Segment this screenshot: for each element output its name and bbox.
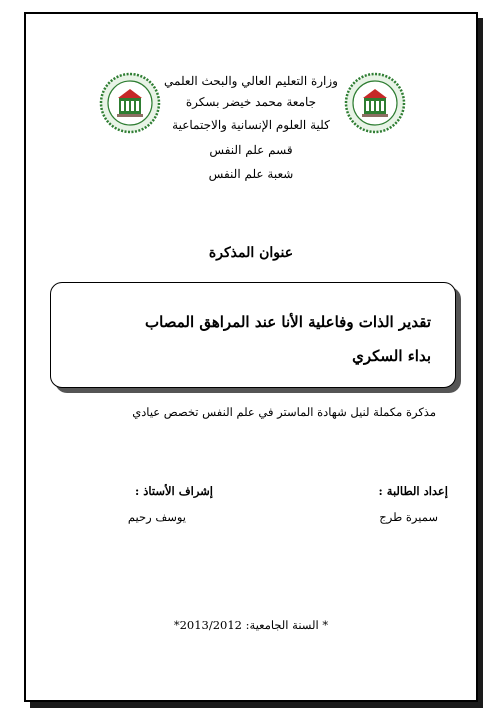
faculty-name: كلية العلوم الإنسانية والاجتماعية bbox=[172, 118, 330, 132]
student-label: إعداد الطالبة : bbox=[378, 484, 448, 498]
department-name: قسم علم النفس bbox=[209, 143, 293, 157]
academic-year: *السنة الجامعية: 2013/2012 * bbox=[173, 618, 329, 632]
supervisor-label: إشراف الأستاذ : bbox=[134, 484, 213, 498]
thesis-title-box bbox=[50, 282, 456, 388]
thesis-title-label: عنوان المذكرة bbox=[208, 245, 294, 261]
student-name: سميرة طرج bbox=[379, 510, 438, 524]
university-name: جامعة محمد خيضر بسكرة bbox=[185, 95, 317, 109]
page-shadow-bottom bbox=[30, 702, 483, 708]
document-page bbox=[24, 12, 478, 702]
thesis-title-line-2: بداء السكري bbox=[352, 347, 431, 365]
branch-name: شعبة علم النفس bbox=[208, 167, 294, 181]
thesis-title-line-1: تقدير الذات وفاعلية الأنا عند المراهق المصاب bbox=[145, 313, 431, 331]
thesis-subtitle: مذكرة مكملة لنيل شهادة الماستر في علم النفس تخصص عيادي bbox=[132, 405, 436, 419]
supervisor-name: يوسف رحيم bbox=[127, 510, 186, 524]
ministry-name: وزارة التعليم العالي والبحث العلمي bbox=[164, 74, 338, 88]
